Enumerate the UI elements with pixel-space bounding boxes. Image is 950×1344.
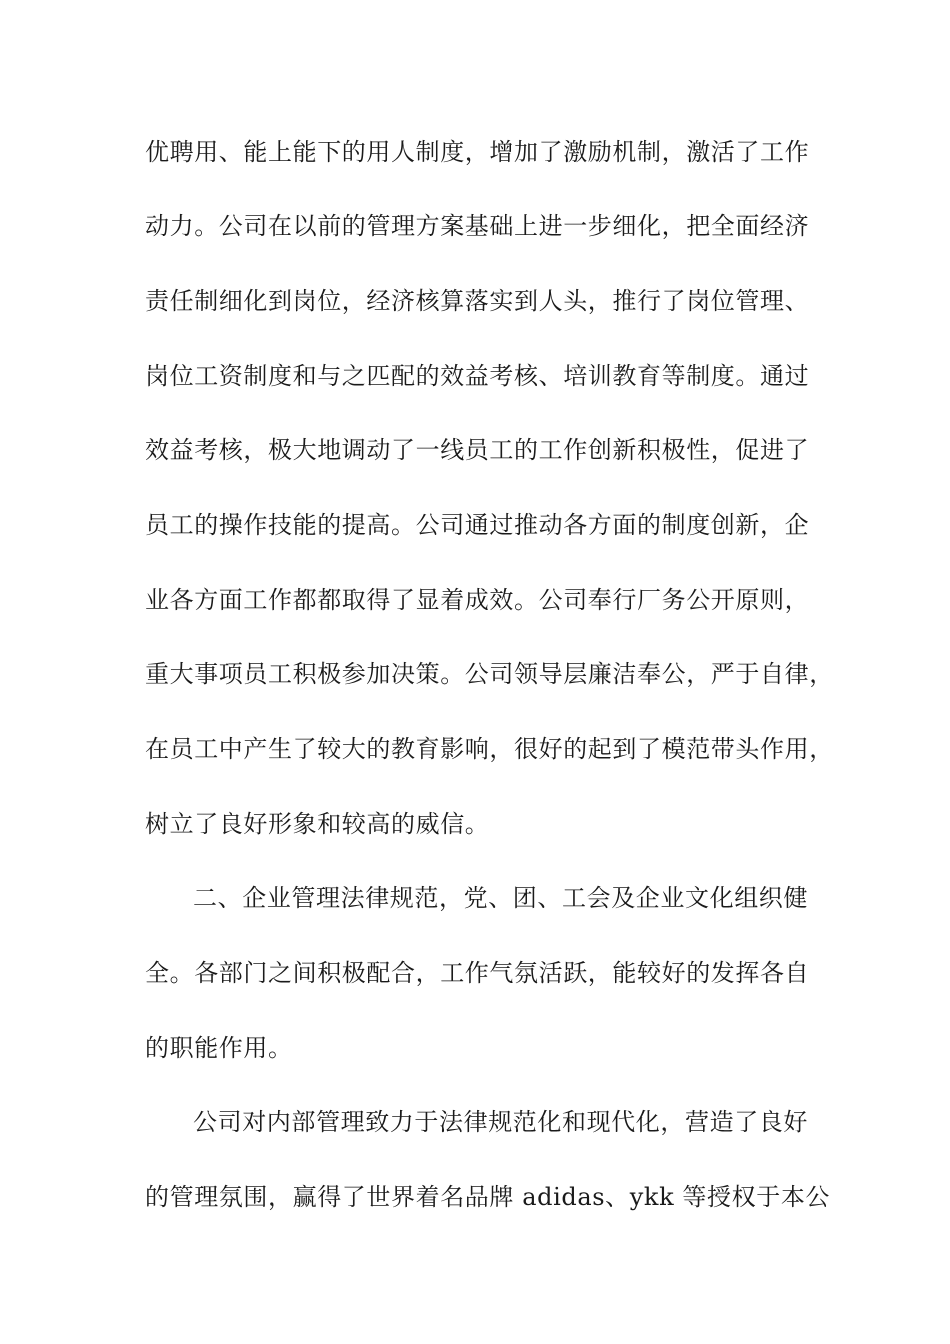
text-line: 责任制细化到岗位，经济核算落实到人头，推行了岗位管理、: [145, 287, 810, 315]
paragraph-start-line: 公司对内部管理致力于法律规范化和现代化，营造了良好: [193, 1108, 808, 1136]
text-line: 全。各部门之间积极配合，工作气氛活跃，能较好的发挥各自: [145, 959, 810, 987]
text-line: 重大事项员工积极参加决策。公司领导层廉洁奉公，严于自律，: [145, 660, 834, 688]
text-line: 岗位工资制度和与之匹配的效益考核、培训教育等制度。通过: [145, 362, 810, 390]
paragraph-start-line: 二、企业管理法律规范，党、团、工会及企业文化组织健: [193, 884, 808, 912]
text-line: 效益考核，极大地调动了一线员工的工作创新积极性，促进了: [145, 436, 810, 464]
text-line: 在员工中产生了较大的教育影响，很好的起到了模范带头作用，: [145, 735, 834, 763]
text-line: 树立了良好形象和较高的威信。: [145, 810, 490, 838]
text-line: 员工的操作技能的提高。公司通过推动各方面的制度创新，企: [145, 511, 810, 539]
text-line: 优聘用、能上能下的用人制度，增加了激励机制，激活了工作: [145, 138, 810, 166]
text-line: 的职能作用。: [145, 1034, 293, 1062]
text-line: 的管理氛围，赢得了世界着名品牌 adidas、ykk 等授权于本公: [145, 1183, 831, 1211]
text-line: 业各方面工作都都取得了显着成效。公司奉行厂务公开原则，: [145, 586, 810, 614]
text-line: 动力。公司在以前的管理方案基础上进一步细化，把全面经济: [145, 212, 810, 240]
